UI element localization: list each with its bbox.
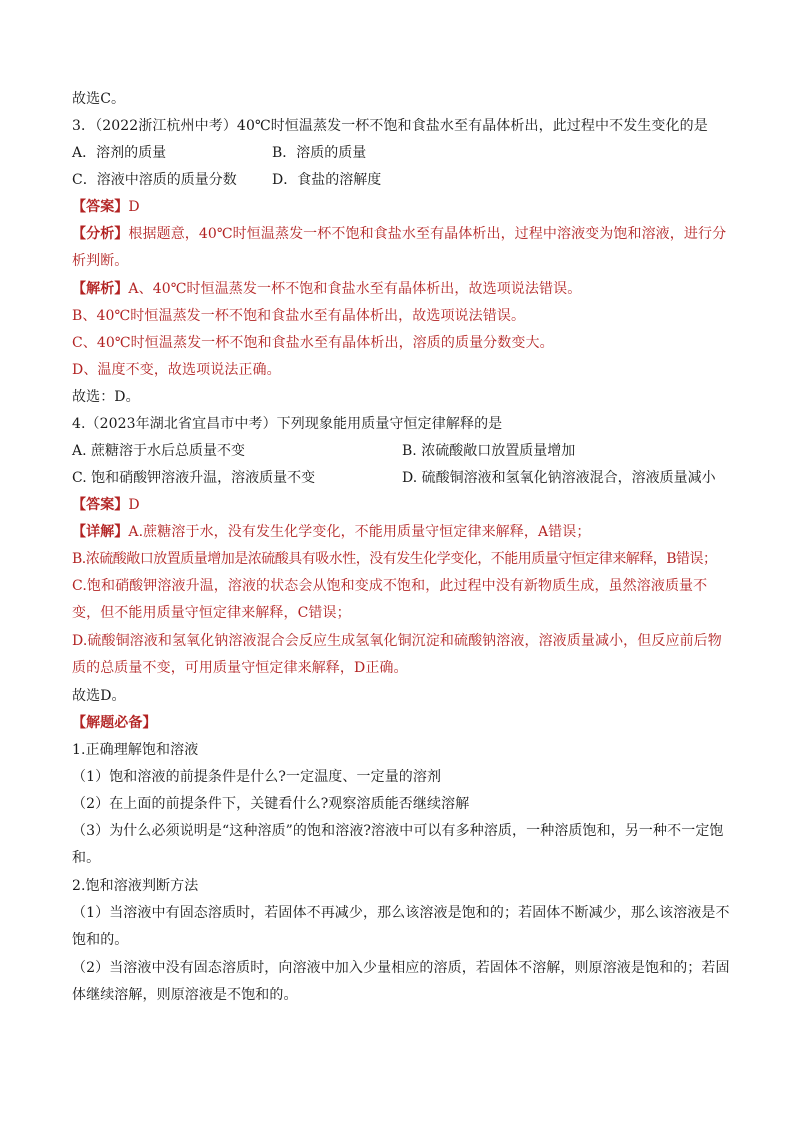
q3-explain-a: [72, 280, 732, 298]
q3-analysis: [72, 221, 732, 275]
q3-option-d: D．食盐的溶解度: [272, 172, 382, 188]
q4-options-row-2: [72, 469, 732, 487]
explain-text: A、40℃时恒温蒸发一杯不饱和食盐水至有晶体析出，故选项说法错误。: [128, 281, 582, 297]
q4-detail-d: D.硫酸铜溶液和氢氧化钠溶液混合会反应生成氢氧化铜沉淀和硫酸钠溶液，溶液质量减小，但反应前后物质的总质量不变，可用质量守恒定律来解释，D正确。: [72, 633, 722, 676]
answer-value: D: [128, 199, 140, 215]
q2-conclusion: 故选C。: [72, 91, 126, 107]
essentials-section-1-item-1: （1）饱和溶液的前提条件是什么?一定温度、一定量的溶剂: [72, 769, 442, 785]
detail-tag: 【详解】: [72, 524, 129, 540]
q4-stem: 4.（2023年湖北省宜昌市中考）下列现象能用质量守恒定律解释的是: [72, 416, 503, 432]
essentials-section-1-item-2: （2）在上面的前提条件下，关键看什么?观察溶质能否继续溶解: [72, 796, 470, 812]
q4-detail-a: [72, 523, 732, 541]
q3-options-row-2: [72, 171, 732, 189]
essentials-section-1-item-3: （3）为什么必须说明是“这种溶质”的饱和溶液?溶液中可以有多种溶质，一种溶质饱和，另一种不一定饱和。: [72, 823, 724, 866]
q4-option-a: A. 蔗糖溶于水后总质量不变: [72, 443, 246, 459]
analysis-tag: 【分析】: [72, 226, 129, 242]
q3-option-c: C．溶液中溶质的质量分数: [72, 172, 237, 188]
answer-value: D: [128, 497, 140, 513]
essentials-title: 【解题必备】: [72, 715, 157, 731]
q3-explain-c: C、40℃时恒温蒸发一杯不饱和食盐水至有晶体析出，溶质的质量分数变大。: [72, 335, 554, 351]
q4-option-b: B. 浓硫酸敞口放置质量增加: [402, 443, 576, 459]
essentials-section-2-item-1: （1）当溶液中有固态溶质时，若固体不再减少，那么该溶液是饱和的；若固体不断减少，那么该溶液是不饱和的。: [72, 905, 730, 948]
q4-answer: [72, 496, 732, 514]
explain-tag: 【解析】: [72, 281, 129, 297]
document-page: [72, 90, 732, 1014]
q3-answer: [72, 198, 732, 216]
q4-option-c: C. 饱和硝酸钾溶液升温，溶液质量不变: [72, 470, 316, 486]
analysis-text: 根据题意，40℃时恒温蒸发一杯不饱和食盐水至有晶体析出，过程中溶液变为饱和溶液，进行分析判断。: [72, 226, 727, 269]
q4-conclusion: 故选D。: [72, 688, 126, 704]
answer-tag: 【答案】: [72, 497, 129, 513]
essentials-section-2-title: 2.饱和溶液判断方法: [72, 878, 199, 894]
q3-options-row-1: [72, 144, 732, 162]
q3-conclusion: 故选：D。: [72, 389, 140, 405]
q3-explain-d: D、温度不变，故选项说法正确。: [72, 362, 281, 378]
q3-option-b: B．溶质的质量: [272, 145, 367, 161]
essentials-section-2-item-2: （2）当溶液中没有固态溶质时，向溶液中加入少量相应的溶质，若固体不溶解，则原溶液是饱和的；若固体继续溶解，则原溶液是不饱和的。: [72, 960, 730, 1003]
answer-tag: 【答案】: [72, 199, 129, 215]
essentials-section-1-title: 1.正确理解饱和溶液: [72, 742, 199, 758]
q4-detail-b: B.浓硫酸敞口放置质量增加是浓硫酸具有吸水性，没有发生化学变化，不能用质量守恒定律来解释，B错误；: [72, 551, 717, 567]
q4-options-row-1: [72, 442, 732, 460]
detail-text: A.蔗糖溶于水，没有发生化学变化，不能用质量守恒定律来解释，A错误；: [128, 524, 591, 540]
q3-explain-b: B、40℃时恒温蒸发一杯不饱和食盐水至有晶体析出，故选项说法错误。: [72, 308, 526, 324]
q4-detail-c: C.饱和硝酸钾溶液升温，溶液的状态会从饱和变成不饱和，此过程中没有新物质生成，虽然溶液质量不变，但不能用质量守恒定律来解释，C错误；: [72, 578, 708, 621]
q4-option-d: D. 硫酸铜溶液和氢氧化钠溶液混合，溶液质量减小: [402, 470, 716, 486]
q3-stem: 3．（2022浙江杭州中考）40℃时恒温蒸发一杯不饱和食盐水至有晶体析出，此过程中不发生变化的是: [72, 118, 708, 134]
q3-option-a: A．溶剂的质量: [72, 145, 167, 161]
